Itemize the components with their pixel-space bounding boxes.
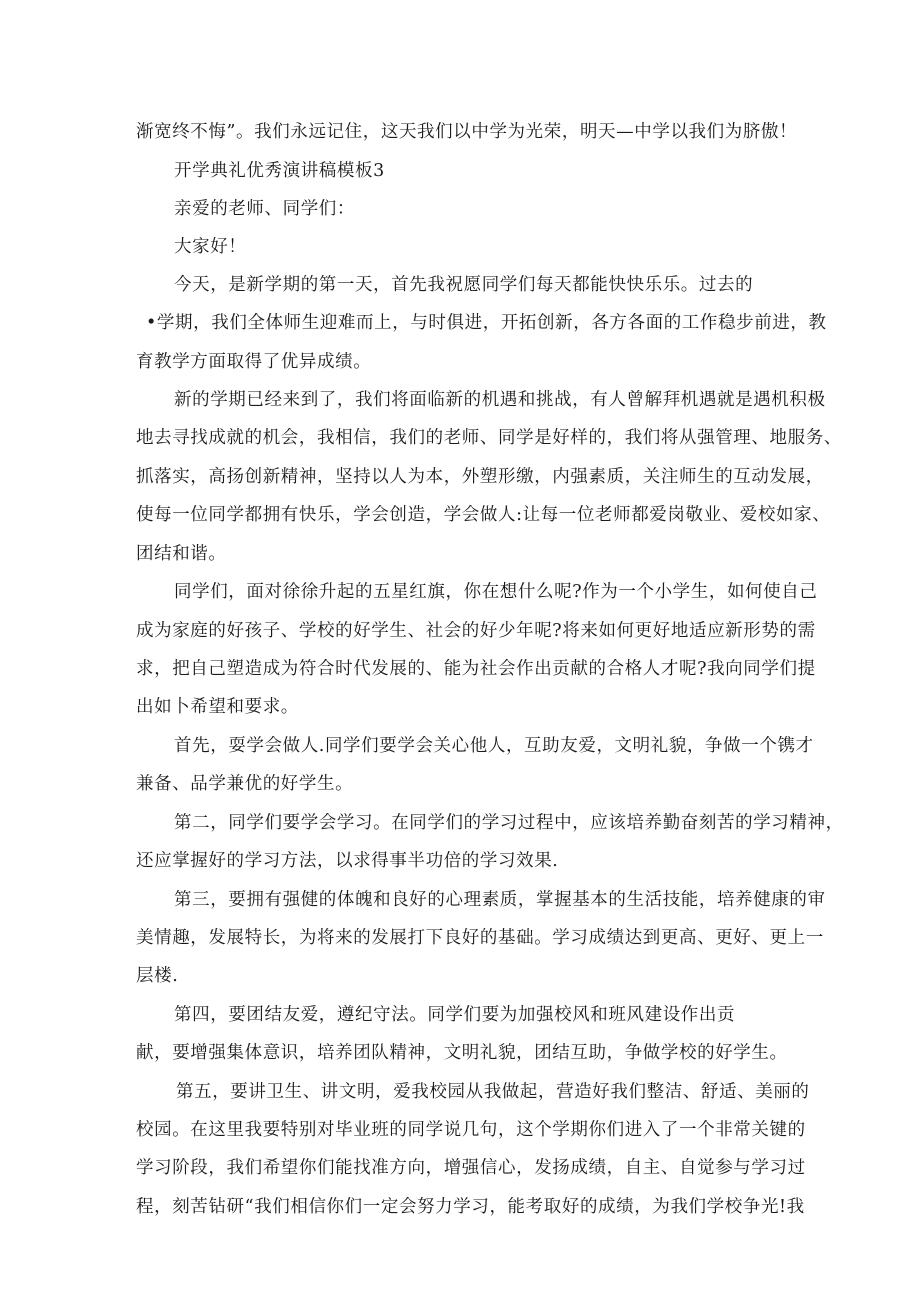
- text-line: •学期，我们全体师生迎难而上，与时俱进，开拓创新，各方各面的工作稳步前进，教: [146, 313, 827, 333]
- text-line: 第五，要讲卫生、讲文明，爱我校园从我做起，营造好我们整洁、舒适、美丽的: [176, 1082, 810, 1102]
- text-line: 抓落实，高扬创新精神，坚持以人为本，外塑形缴，内强素质，关注师生的互动发展，: [136, 467, 824, 487]
- salutation: 亲爱的老师、同学们：: [174, 199, 355, 219]
- text-line: 团结和谐。: [136, 544, 227, 564]
- section-heading: 开学典礼优秀演讲稿模板3: [174, 161, 385, 181]
- text-line: 地去寻找成就的机会，我相信，我们的老师、同学是好样的，我们将从强管理、地服务、: [136, 428, 842, 448]
- greeting: 大家好！: [174, 237, 247, 257]
- text-line: 首先，耍学会做人.同学们要学会关心他人，互助友爱，文明礼貌，争做一个镌才: [174, 736, 814, 756]
- text-line: 第四，要团结友爱，遵纪守法。同学们要为加强校风和班风建设作出贡: [174, 1005, 736, 1025]
- text-line: 第三，要拥有强健的体魄和良好的心理素质，掌握基本的生活技能，培养健康的审: [174, 890, 826, 910]
- text-line: 校园。在这里我要特别对毕业班的同学说几句，这个学期你们进入了一个非常关键的: [136, 1120, 806, 1140]
- text-line: 同学们，面对徐徐升起的五星红旗，你在想什么呢?作为一个小学生，如何使自己: [174, 582, 818, 602]
- text-line: 出如卜希望和要求。: [136, 697, 299, 717]
- text-line: 兼备、品学兼优的好学生。: [136, 774, 354, 794]
- text-line: 第二，同学们要学会学习。在同学们的学习过程中，应该培养勤奋刻苦的学习精神，: [174, 813, 844, 833]
- text-line: 使每一位同学都拥有快乐，学会创造，学会做人:让每一位老师都爱岗敬业、爱校如家、: [136, 505, 831, 525]
- text-line: 程，刻苦钻研“我们相信你们一定会努力学习，能考取好的成绩，为我们学校争光!我: [136, 1197, 805, 1217]
- text-line: 学习阶段，我们希望你们能找准方向，增强信心，发扬成绩，自主、自觉参与学习过: [136, 1158, 806, 1178]
- text-line: 育教学方面取得了优异成绩。: [136, 352, 372, 372]
- text-line: 新的学期已经来到了，我们将面临新的机遇和挑战，有人曾解拜机遇就是遇机积极: [174, 390, 826, 410]
- text-line: 还应掌握好的学习方法，以求得事半功倍的学习效果.: [136, 851, 559, 871]
- text-line: 求，把自己塑造成为符合时代发展的、能为社会作出贡献的合格人才呢?我向同学们提: [136, 659, 816, 679]
- text-line: 层楼.: [136, 966, 179, 986]
- text-line: 今天，是新学期的第一天，首先我祝愿同学们每天都能快快乐乐。过去的: [174, 275, 754, 295]
- text-line: 献，要增强集体意识，培养团队精神，文明礼貌，团结互助，争做学校的好学生。: [136, 1043, 788, 1063]
- text-line: 成为家庭的好孩子、学校的好学生、社会的好少年呢?将来如何更好地适应新形势的需: [136, 621, 816, 641]
- text-line: 渐宽终不悔”。我们永远记住，这天我们以中学为光荣，明天—中学以我们为脐傲！: [136, 122, 798, 142]
- text-line: 美情趣，发展特长，为将来的发展打下良好的基础。学习成绩达到更高、更好、更上一: [136, 928, 824, 948]
